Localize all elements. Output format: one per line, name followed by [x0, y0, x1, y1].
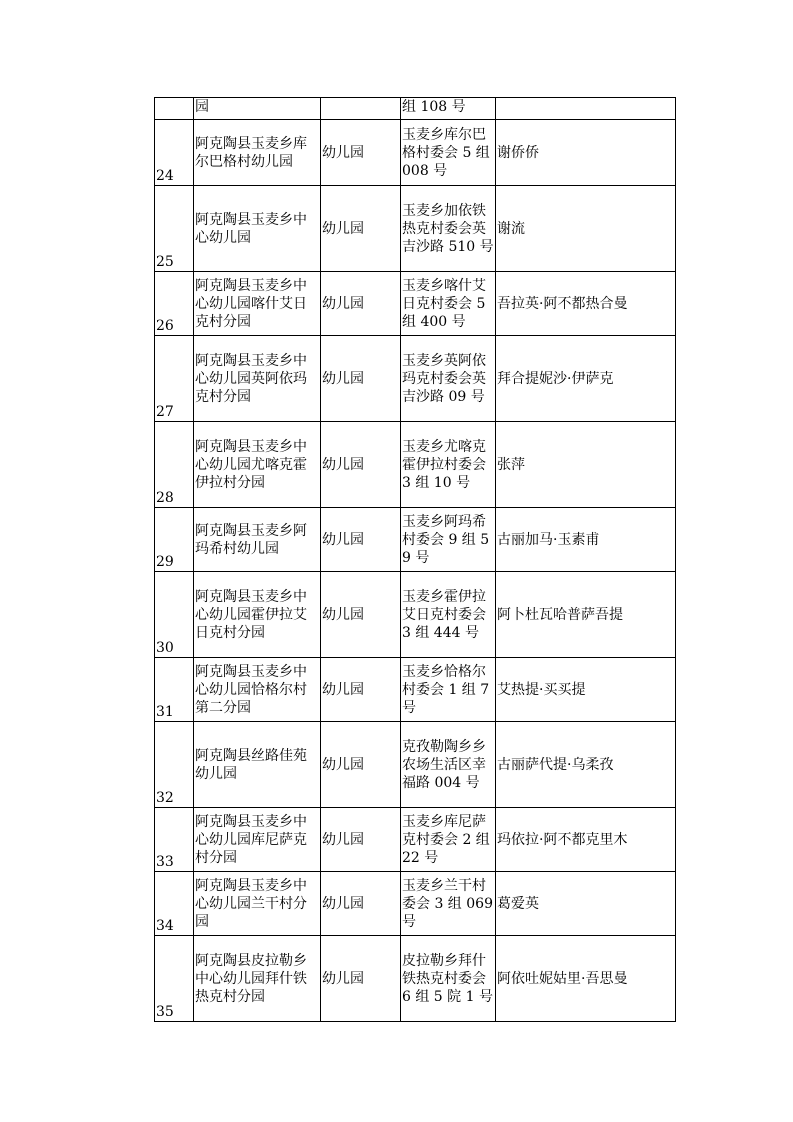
institution-type: 幼儿园	[321, 272, 401, 336]
institution-address: 玉麦乡库尔巴格村委会 5 组 008 号	[401, 120, 496, 186]
institution-name: 阿克陶县玉麦乡库尔巴格村幼儿园	[194, 120, 321, 186]
responsible-person: 葛爱英	[496, 872, 676, 936]
row-number: 24	[155, 120, 194, 186]
table-row	[155, 120, 676, 186]
row-number: 29	[155, 508, 194, 572]
institution-type: 幼儿园	[321, 936, 401, 1022]
institution-type: 幼儿园	[321, 872, 401, 936]
institution-type: 幼儿园	[321, 336, 401, 422]
responsible-person: 谢流	[496, 186, 676, 272]
institution-address: 玉麦乡恰格尔村委会 1 组 7 号	[401, 658, 496, 722]
institution-name: 阿克陶县皮拉勒乡中心幼儿园拜什铁热克村分园	[194, 936, 321, 1022]
table-row	[155, 872, 676, 936]
row-number	[155, 98, 194, 120]
row-number: 26	[155, 272, 194, 336]
table-row	[155, 422, 676, 508]
row-number: 25	[155, 186, 194, 272]
table-row	[155, 336, 676, 422]
row-number: 35	[155, 936, 194, 1022]
institution-name: 园	[194, 98, 321, 120]
responsible-person: 阿依吐妮姑里·吾思曼	[496, 936, 676, 1022]
row-number: 30	[155, 572, 194, 658]
table-row	[155, 572, 676, 658]
institution-type	[321, 98, 401, 120]
responsible-person: 阿卜杜瓦哈普萨吾提	[496, 572, 676, 658]
institution-address: 皮拉勒乡拜什铁热克村委会 6 组 5 院 1 号	[401, 936, 496, 1022]
institution-address: 玉麦乡加依铁热克村委会英吉沙路 510 号	[401, 186, 496, 272]
responsible-person: 艾热提·买买提	[496, 658, 676, 722]
institution-address: 玉麦乡阿玛希村委会 9 组 59 号	[401, 508, 496, 572]
table-row	[155, 272, 676, 336]
institution-type: 幼儿园	[321, 508, 401, 572]
institution-type: 幼儿园	[321, 120, 401, 186]
institution-name: 阿克陶县丝路佳苑幼儿园	[194, 722, 321, 808]
kindergarten-table	[154, 97, 676, 1022]
institution-name: 阿克陶县玉麦乡中心幼儿园英阿依玛克村分园	[194, 336, 321, 422]
row-number: 27	[155, 336, 194, 422]
institution-type: 幼儿园	[321, 808, 401, 872]
institution-type: 幼儿园	[321, 186, 401, 272]
institution-address: 玉麦乡尤喀克霍伊拉村委会 3 组 10 号	[401, 422, 496, 508]
institution-address: 玉麦乡兰干村委会 3 组 069 号	[401, 872, 496, 936]
institution-address: 玉麦乡英阿依玛克村委会英吉沙路 09 号	[401, 336, 496, 422]
row-number: 31	[155, 658, 194, 722]
institution-address: 玉麦乡库尼萨克村委会 2 组 22 号	[401, 808, 496, 872]
responsible-person: 吾拉英·阿不都热合曼	[496, 272, 676, 336]
institution-name: 阿克陶县玉麦乡中心幼儿园	[194, 186, 321, 272]
responsible-person: 玛依拉·阿不都克里木	[496, 808, 676, 872]
row-number: 33	[155, 808, 194, 872]
table-row	[155, 98, 676, 120]
institution-type: 幼儿园	[321, 572, 401, 658]
responsible-person: 谢侨侨	[496, 120, 676, 186]
row-number: 34	[155, 872, 194, 936]
institution-address: 组 108 号	[401, 98, 496, 120]
table-row	[155, 936, 676, 1022]
institution-name: 阿克陶县玉麦乡中心幼儿园库尼萨克村分园	[194, 808, 321, 872]
table-row	[155, 722, 676, 808]
responsible-person: 古丽萨代提·乌柔孜	[496, 722, 676, 808]
row-number: 28	[155, 422, 194, 508]
institution-address: 玉麦乡霍伊拉艾日克村委会 3 组 444 号	[401, 572, 496, 658]
institution-name: 阿克陶县玉麦乡中心幼儿园霍伊拉艾日克村分园	[194, 572, 321, 658]
institution-type: 幼儿园	[321, 422, 401, 508]
row-number: 32	[155, 722, 194, 808]
institution-name: 阿克陶县玉麦乡阿玛希村幼儿园	[194, 508, 321, 572]
institution-address: 克孜勒陶乡乡农场生活区幸福路 004 号	[401, 722, 496, 808]
institution-name: 阿克陶县玉麦乡中心幼儿园恰格尔村第二分园	[194, 658, 321, 722]
institution-address: 玉麦乡喀什艾日克村委会 5 组 400 号	[401, 272, 496, 336]
responsible-person	[496, 98, 676, 120]
institution-name: 阿克陶县玉麦乡中心幼儿园尤喀克霍伊拉村分园	[194, 422, 321, 508]
institution-name: 阿克陶县玉麦乡中心幼儿园兰干村分园	[194, 872, 321, 936]
institution-type: 幼儿园	[321, 722, 401, 808]
table-row	[155, 186, 676, 272]
institution-name: 阿克陶县玉麦乡中心幼儿园喀什艾日克村分园	[194, 272, 321, 336]
responsible-person: 拜合提妮沙·伊萨克	[496, 336, 676, 422]
responsible-person: 张萍	[496, 422, 676, 508]
institution-type: 幼儿园	[321, 658, 401, 722]
table-row	[155, 658, 676, 722]
responsible-person: 古丽加马·玉素甫	[496, 508, 676, 572]
table-row	[155, 808, 676, 872]
table-row	[155, 508, 676, 572]
